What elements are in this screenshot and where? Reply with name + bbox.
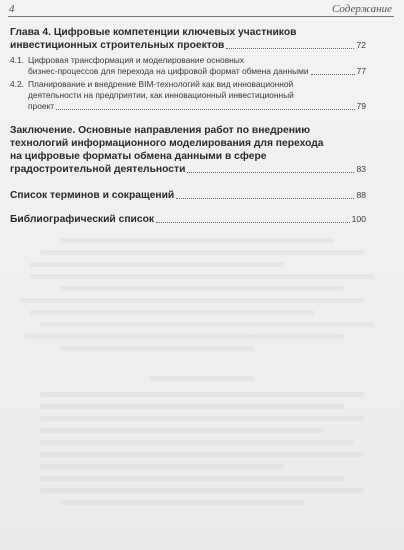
toc-page-number: 72 <box>356 40 366 50</box>
toc-entry-title-line: бизнес-процессов для перехода на цифровой формат обмена данными <box>28 66 309 76</box>
leader-dots <box>311 74 355 75</box>
toc-entry-title-line: Цифровая трансформация и моделирование основных <box>28 55 244 65</box>
leader-dots <box>176 198 354 199</box>
leader-dots <box>187 172 354 173</box>
header-rule <box>8 16 394 17</box>
toc-entry-section-4-2[interactable] <box>10 79 366 112</box>
toc-entry-title-line: Заключение. Основные направления работ по внедрению <box>10 125 311 136</box>
leader-dots <box>156 222 350 223</box>
toc-page-number: 77 <box>356 66 366 76</box>
leader-dots <box>226 48 354 49</box>
toc-entry-title-line: Библиографический список <box>10 214 155 225</box>
toc-entry-conclusion[interactable] <box>10 124 366 176</box>
toc-entry-terms[interactable] <box>10 189 366 202</box>
toc-entry-section-4-1[interactable] <box>10 55 366 77</box>
leader-dots <box>56 109 355 110</box>
toc-entry-title-line: Глава 4. Цифровые компетенции ключевых участников <box>10 27 297 38</box>
toc-entry-title-line: деятельности на предприятии, как инновационный инвестиционный <box>28 90 294 100</box>
toc-entry-title-line: на цифровые форматы обмена данными в сфере <box>10 151 267 162</box>
toc-page-number: 88 <box>356 190 366 200</box>
running-head: Содержание <box>331 3 392 15</box>
section-number: 4.2. <box>10 79 24 89</box>
section-number: 4.1. <box>10 55 24 65</box>
toc-entry-chapter-4[interactable] <box>10 26 366 52</box>
toc-entry-bibliography[interactable] <box>10 213 366 226</box>
toc-page-number: 83 <box>356 164 366 174</box>
toc-entry-title-line: проект <box>28 101 55 111</box>
toc-entry-title-line: инвестиционных строительных проектов <box>10 40 225 51</box>
toc-page-number: 79 <box>356 101 366 111</box>
toc-entry-title-line: Список терминов и сокращений <box>10 190 175 201</box>
toc-entry-title-line: градостроительной деятельности <box>10 164 186 175</box>
toc-entry-title-line: Планирование и внедрение BIM-технологий как вид инновационной <box>28 79 294 89</box>
toc-entry-title-line: технологий информационного моделирования для перехода <box>10 138 324 149</box>
table-of-contents <box>10 26 366 226</box>
page-number: 4 <box>9 3 15 15</box>
toc-page-number: 100 <box>351 214 366 224</box>
